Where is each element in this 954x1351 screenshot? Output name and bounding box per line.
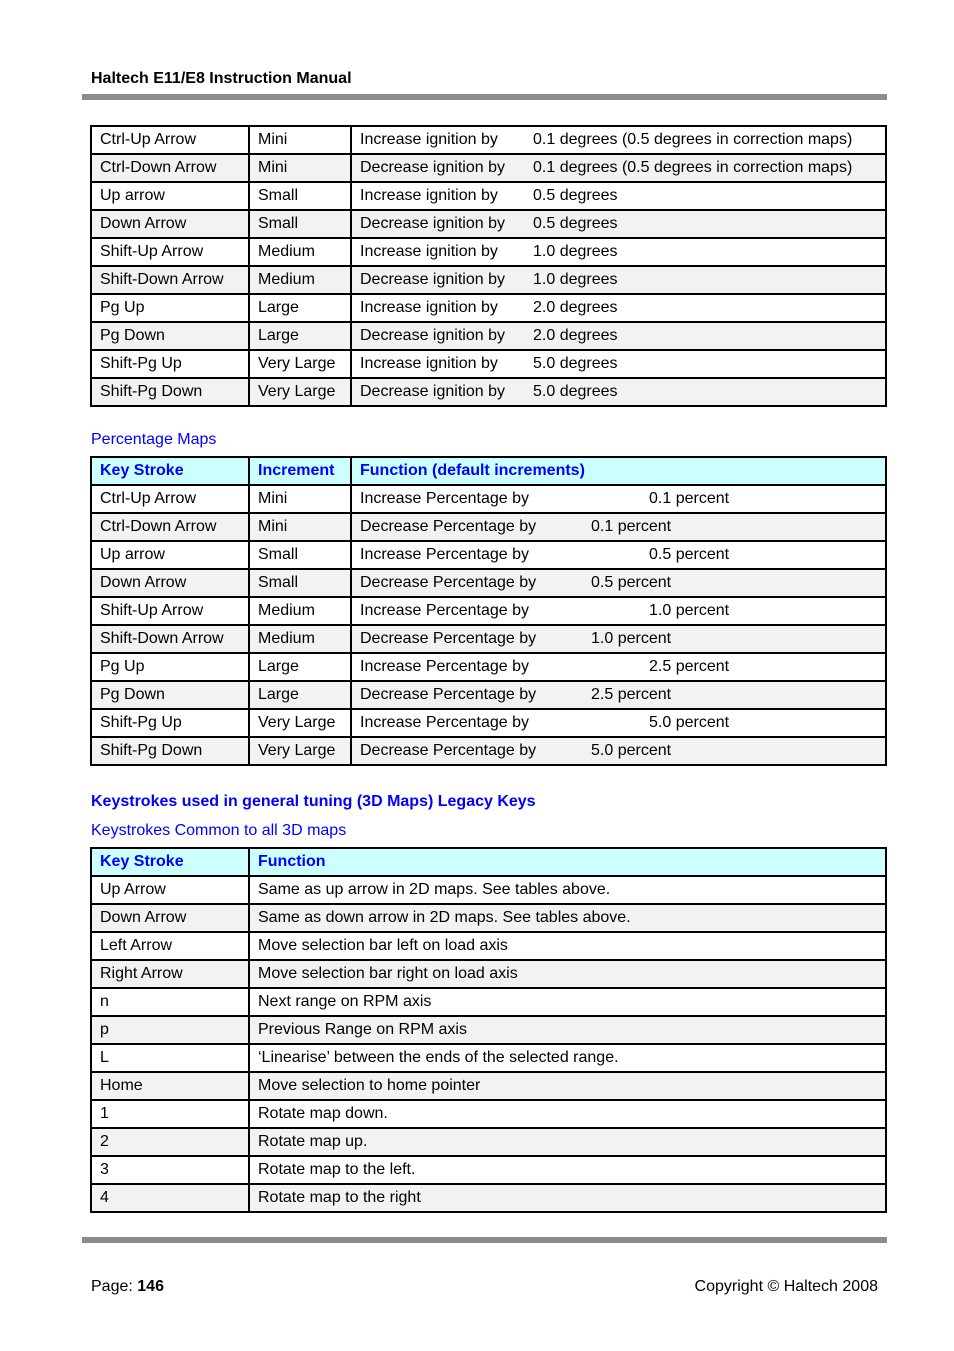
key-stroke-cell: Up arrow xyxy=(91,541,249,569)
increment-cell: Medium xyxy=(249,266,351,294)
value-text: 1.0 percent xyxy=(591,630,672,647)
function-text: Increase Percentage by xyxy=(360,490,529,507)
increment-cell: Mini xyxy=(249,126,351,154)
key-stroke-cell: Shift-Pg Down xyxy=(91,737,249,765)
table-row xyxy=(91,653,886,681)
function-text: Decrease Percentage by xyxy=(360,630,537,647)
function-cell: Next range on RPM axis xyxy=(249,988,886,1016)
copyright: Copyright © Haltech 2008 xyxy=(694,1278,878,1295)
increment-cell: Large xyxy=(249,322,351,350)
function-text: Increase ignition by xyxy=(360,243,498,260)
percentage-maps-label: Percentage Maps xyxy=(91,431,217,448)
ignition-keys-table xyxy=(90,125,887,407)
table-row xyxy=(91,126,886,154)
function-cell: Move selection bar left on load axis xyxy=(249,932,886,960)
table-row xyxy=(91,513,886,541)
header-rule xyxy=(82,94,887,100)
key-stroke-cell: Right Arrow xyxy=(91,960,249,988)
table-row xyxy=(91,350,886,378)
increment-cell: Medium xyxy=(249,238,351,266)
value-text: 5.0 percent xyxy=(591,742,672,759)
function-text: Increase ignition by xyxy=(360,187,498,204)
function-text: Increase ignition by xyxy=(360,131,498,148)
increment-cell: Very Large xyxy=(249,709,351,737)
table-row xyxy=(91,597,886,625)
key-stroke-cell: 1 xyxy=(91,1100,249,1128)
function-cell xyxy=(351,737,886,765)
value-text: 1.0 degrees xyxy=(533,271,618,288)
value-text: 2.5 percent xyxy=(649,658,730,675)
function-cell xyxy=(351,210,886,238)
table-row xyxy=(91,210,886,238)
footer-rule xyxy=(82,1237,887,1243)
key-stroke-cell: Shift-Up Arrow xyxy=(91,597,249,625)
table-header-row xyxy=(91,457,886,485)
function-cell: Move selection to home pointer xyxy=(249,1072,886,1100)
function-cell: Rotate map down. xyxy=(249,1100,886,1128)
function-text: Increase Percentage by xyxy=(360,546,529,563)
increment-cell: Very Large xyxy=(249,737,351,765)
increment-cell: Mini xyxy=(249,485,351,513)
key-stroke-cell: 2 xyxy=(91,1128,249,1156)
key-stroke-cell: Down Arrow xyxy=(91,210,249,238)
increment-cell: Very Large xyxy=(249,378,351,406)
value-text: 1.0 percent xyxy=(649,602,730,619)
key-stroke-cell: Shift-Down Arrow xyxy=(91,625,249,653)
table-row xyxy=(91,485,886,513)
function-text: Decrease ignition by xyxy=(360,215,505,232)
function-cell xyxy=(351,485,886,513)
increment-cell: Mini xyxy=(249,154,351,182)
function-text: Decrease Percentage by xyxy=(360,686,537,703)
function-cell xyxy=(351,378,886,406)
key-stroke-cell: Shift-Down Arrow xyxy=(91,266,249,294)
function-text: Increase ignition by xyxy=(360,355,498,372)
table-row xyxy=(91,709,886,737)
function-cell: Rotate map to the right xyxy=(249,1184,886,1212)
page-number xyxy=(91,1278,164,1296)
function-cell xyxy=(351,569,886,597)
key-stroke-cell: Pg Down xyxy=(91,322,249,350)
key-stroke-cell: Down Arrow xyxy=(91,904,249,932)
function-cell: Rotate map to the left. xyxy=(249,1156,886,1184)
function-text: Increase Percentage by xyxy=(360,602,529,619)
key-stroke-cell: Ctrl-Up Arrow xyxy=(91,126,249,154)
table-header-row xyxy=(91,848,886,876)
increment-cell: Medium xyxy=(249,625,351,653)
function-cell: Same as down arrow in 2D maps. See tables above. xyxy=(249,904,886,932)
function-text: Decrease ignition by xyxy=(360,271,505,288)
function-cell xyxy=(351,126,886,154)
function-cell xyxy=(351,681,886,709)
percentage-keys-table xyxy=(90,456,887,766)
value-text: 0.5 degrees xyxy=(533,187,618,204)
function-cell xyxy=(351,266,886,294)
function-text: Decrease Percentage by xyxy=(360,742,537,759)
page-label: Page: xyxy=(91,1278,138,1295)
function-text: Increase ignition by xyxy=(360,299,498,316)
function-cell xyxy=(351,238,886,266)
function-cell: ‘Linearise’ between the ends of the selected range. xyxy=(249,1044,886,1072)
key-stroke-cell: Pg Up xyxy=(91,653,249,681)
table-row xyxy=(91,876,886,904)
increment-cell: Small xyxy=(249,182,351,210)
function-cell: Move selection bar right on load axis xyxy=(249,960,886,988)
value-text: 0.5 degrees xyxy=(533,215,618,232)
key-stroke-cell: Ctrl-Down Arrow xyxy=(91,513,249,541)
increment-cell: Medium xyxy=(249,597,351,625)
value-text: 0.1 percent xyxy=(591,518,672,535)
key-stroke-cell: Down Arrow xyxy=(91,569,249,597)
key-stroke-cell: L xyxy=(91,1044,249,1072)
table-row xyxy=(91,988,886,1016)
increment-cell: Large xyxy=(249,653,351,681)
table-row xyxy=(91,932,886,960)
function-cell xyxy=(351,653,886,681)
key-stroke-cell: Left Arrow xyxy=(91,932,249,960)
key-stroke-cell: Shift-Pg Up xyxy=(91,709,249,737)
section-3d-heading: Keystrokes used in general tuning (3D Maps) Legacy Keys xyxy=(91,793,536,810)
table-row xyxy=(91,625,886,653)
key-stroke-cell: Up Arrow xyxy=(91,876,249,904)
function-text: Decrease ignition by xyxy=(360,327,505,344)
table-row xyxy=(91,1156,886,1184)
document-title: Haltech E11/E8 Instruction Manual xyxy=(91,70,352,87)
key-stroke-cell: Ctrl-Up Arrow xyxy=(91,485,249,513)
key-stroke-cell: Pg Up xyxy=(91,294,249,322)
function-text: Decrease ignition by xyxy=(360,159,505,176)
table-row xyxy=(91,294,886,322)
header-function: Function xyxy=(249,848,886,876)
table-row xyxy=(91,1016,886,1044)
function-text: Increase Percentage by xyxy=(360,658,529,675)
key-stroke-cell: Up arrow xyxy=(91,182,249,210)
increment-cell: Small xyxy=(249,541,351,569)
function-cell xyxy=(351,294,886,322)
function-text: Decrease Percentage by xyxy=(360,574,537,591)
function-cell xyxy=(351,182,886,210)
key-stroke-cell: Pg Down xyxy=(91,681,249,709)
key-stroke-cell: Home xyxy=(91,1072,249,1100)
function-text: Increase Percentage by xyxy=(360,714,529,731)
table-row xyxy=(91,182,886,210)
table-row xyxy=(91,154,886,182)
table-row xyxy=(91,322,886,350)
table-row xyxy=(91,1072,886,1100)
function-cell xyxy=(351,154,886,182)
table-row xyxy=(91,681,886,709)
function-cell: Previous Range on RPM axis xyxy=(249,1016,886,1044)
section-3d-subheading: Keystrokes Common to all 3D maps xyxy=(91,822,347,839)
value-text: 0.1 degrees (0.5 degrees in correction maps) xyxy=(533,159,853,176)
value-text: 2.5 percent xyxy=(591,686,672,703)
function-cell xyxy=(351,513,886,541)
increment-cell: Mini xyxy=(249,513,351,541)
increment-cell: Small xyxy=(249,210,351,238)
key-stroke-cell: Shift-Pg Down xyxy=(91,378,249,406)
header-key-stroke: Key Stroke xyxy=(91,457,249,485)
function-cell xyxy=(351,322,886,350)
key-stroke-cell: Shift-Pg Up xyxy=(91,350,249,378)
value-text: 2.0 degrees xyxy=(533,299,618,316)
keys-3d-table xyxy=(90,847,887,1213)
function-cell xyxy=(351,709,886,737)
page-number-value: 146 xyxy=(137,1278,164,1295)
function-text: Decrease ignition by xyxy=(360,383,505,400)
key-stroke-cell: 4 xyxy=(91,1184,249,1212)
header-key-stroke: Key Stroke xyxy=(91,848,249,876)
header-function: Function (default increments) xyxy=(351,457,886,485)
table-row xyxy=(91,904,886,932)
function-cell xyxy=(351,625,886,653)
header-increment: Increment xyxy=(249,457,351,485)
function-cell xyxy=(351,350,886,378)
value-text: 0.1 percent xyxy=(649,490,730,507)
table-row xyxy=(91,569,886,597)
increment-cell: Small xyxy=(249,569,351,597)
table-row xyxy=(91,266,886,294)
table-row xyxy=(91,1044,886,1072)
increment-cell: Large xyxy=(249,294,351,322)
value-text: 0.5 percent xyxy=(591,574,672,591)
table-row xyxy=(91,541,886,569)
value-text: 5.0 degrees xyxy=(533,355,618,372)
table-row xyxy=(91,238,886,266)
increment-cell: Very Large xyxy=(249,350,351,378)
function-text: Decrease Percentage by xyxy=(360,518,537,535)
table-row xyxy=(91,1100,886,1128)
key-stroke-cell: n xyxy=(91,988,249,1016)
table-row xyxy=(91,378,886,406)
function-cell xyxy=(351,541,886,569)
value-text: 0.1 degrees (0.5 degrees in correction maps) xyxy=(533,131,853,148)
function-cell: Same as up arrow in 2D maps. See tables above. xyxy=(249,876,886,904)
key-stroke-cell: p xyxy=(91,1016,249,1044)
table-row xyxy=(91,737,886,765)
increment-cell: Large xyxy=(249,681,351,709)
value-text: 1.0 degrees xyxy=(533,243,618,260)
value-text: 5.0 degrees xyxy=(533,383,618,400)
key-stroke-cell: 3 xyxy=(91,1156,249,1184)
table-row xyxy=(91,960,886,988)
key-stroke-cell: Ctrl-Down Arrow xyxy=(91,154,249,182)
value-text: 5.0 percent xyxy=(649,714,730,731)
table-row xyxy=(91,1128,886,1156)
value-text: 0.5 percent xyxy=(649,546,730,563)
key-stroke-cell: Shift-Up Arrow xyxy=(91,238,249,266)
function-cell: Rotate map up. xyxy=(249,1128,886,1156)
function-cell xyxy=(351,597,886,625)
value-text: 2.0 degrees xyxy=(533,327,618,344)
table-row xyxy=(91,1184,886,1212)
